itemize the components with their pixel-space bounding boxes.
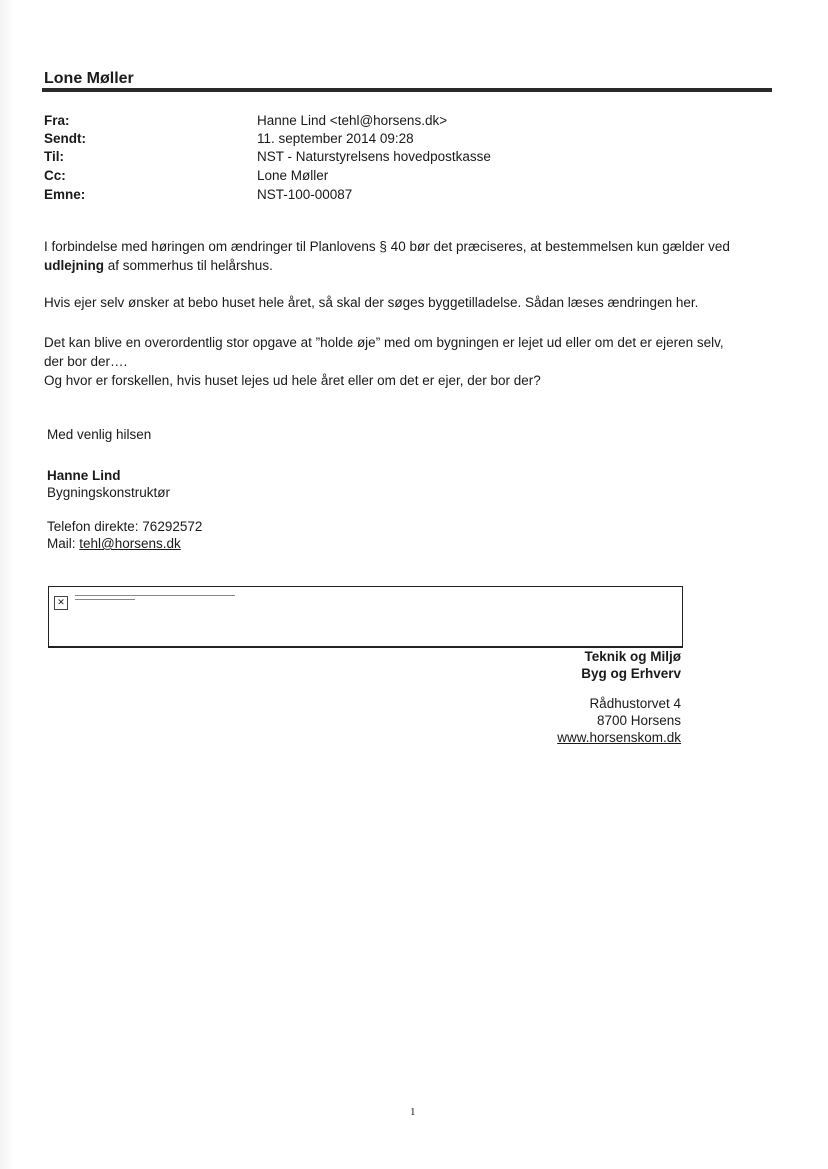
body-p1-line2 — [44, 256, 774, 275]
header-value-to: NST - Naturstyrelsens hovedpostkasse — [257, 149, 491, 164]
signature-mail-link[interactable]: tehl@horsens.dk — [79, 536, 181, 551]
footer-address-1: Rådhustorvet 4 — [589, 696, 681, 711]
signature-title: Bygningskonstruktør — [47, 485, 171, 500]
header-value-subject: NST-100-00087 — [257, 187, 353, 202]
header-label-cc: Cc: — [44, 168, 66, 183]
body-p1-line1: I forbindelse med høringen om ændringer til Planlovens § 40 bør det præciseres, at bestemmelsen kun gælder ved — [44, 239, 730, 254]
header-value-from: Hanne Lind <tehl@horsens.dk> — [257, 113, 448, 128]
body-p1-bold: udlejning — [44, 258, 104, 273]
header-row-cc — [44, 168, 744, 186]
header-row-to — [44, 149, 744, 167]
signature-phone: Telefon direkte: 76292572 — [47, 519, 203, 534]
body-paragraph-3 — [44, 333, 774, 390]
header-label-sent: Sendt: — [44, 131, 86, 146]
signature-mail — [47, 535, 181, 552]
header-row-sent — [44, 131, 744, 149]
header-value-sent: 11. september 2014 09:28 — [257, 131, 414, 146]
signature-greeting: Med venlig hilsen — [47, 427, 152, 442]
body-p3-line1: Det kan blive en overordentlig stor opgave at ”holde øje” med om bygningen er lejet ud eller om det er ejeren selv, — [44, 335, 724, 350]
signature-name: Hanne Lind — [47, 468, 121, 483]
embedded-image-placeholder — [48, 586, 683, 648]
body-p1-rest: af sommerhus til helårshus. — [104, 258, 273, 273]
broken-image-icon: ✕ — [54, 596, 68, 610]
image-alt-text-line — [75, 595, 235, 596]
page-number: 1 — [410, 1106, 416, 1118]
body-p3-line2: der bor der…. — [44, 354, 128, 369]
footer-address-2: 8700 Horsens — [596, 713, 681, 728]
header-row-subject — [44, 187, 744, 205]
header-label-from: Fra: — [44, 113, 70, 128]
mailbox-owner-name: Lone Møller — [44, 70, 134, 87]
header-row-from — [44, 113, 744, 131]
header-value-cc: Lone Møller — [257, 168, 329, 183]
footer-dept-2: Byg og Erhverv — [581, 666, 681, 681]
footer-website-link[interactable]: www.horsenskom.dk — [557, 730, 681, 745]
signature-mail-label: Mail: — [47, 536, 80, 551]
image-alt-text-line — [75, 599, 135, 600]
body-p3-line3: Og hvor er forskellen, hvis huset lejes ud hele året eller om det er ejer, der bor der? — [44, 373, 541, 388]
body-paragraph-1 — [44, 237, 774, 275]
header-label-subject: Emne: — [44, 187, 86, 202]
header-rule — [42, 88, 772, 92]
body-paragraph-2: Hvis ejer selv ønsker at bebo huset hele året, så skal der søges byggetilladelse. Sådan læses ændringen her. — [44, 295, 699, 310]
scan-edge-shadow — [0, 0, 14, 1169]
header-label-to: Til: — [44, 149, 64, 164]
footer-dept-1: Teknik og Miljø — [584, 649, 681, 664]
